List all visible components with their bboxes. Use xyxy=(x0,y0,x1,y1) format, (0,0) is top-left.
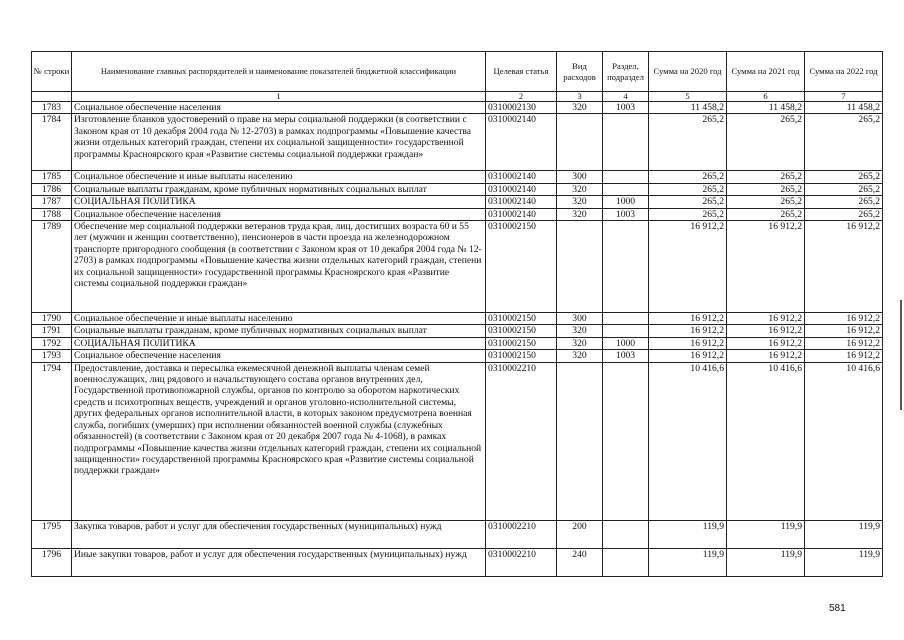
row-name: СОЦИАЛЬНАЯ ПОЛИТИКА xyxy=(72,337,486,349)
table-row xyxy=(32,171,883,183)
row-razdel: 1003 xyxy=(603,102,649,114)
row-number: 1787 xyxy=(32,196,72,208)
row-target-code: 0310002150 xyxy=(486,350,557,362)
row-vid xyxy=(557,221,603,313)
row-target-code: 0310002140 xyxy=(486,196,557,208)
row-sum-2022: 11 458,2 xyxy=(805,102,883,114)
col-num: 1 xyxy=(72,92,486,102)
row-sum-2021: 16 912,2 xyxy=(727,221,805,313)
row-sum-2020: 10 416,6 xyxy=(649,362,727,520)
row-vid: 320 xyxy=(557,337,603,349)
row-target-code: 0310002140 xyxy=(486,114,557,171)
row-razdel xyxy=(603,520,649,548)
row-sum-2020: 16 912,2 xyxy=(649,350,727,362)
col-num xyxy=(32,92,72,102)
row-name: Социальное обеспечение населения xyxy=(72,102,486,114)
row-number: 1783 xyxy=(32,102,72,114)
row-sum-2020: 265,2 xyxy=(649,183,727,195)
row-vid: 300 xyxy=(557,171,603,183)
row-sum-2020: 265,2 xyxy=(649,114,727,171)
row-number: 1790 xyxy=(32,313,72,325)
row-sum-2021: 16 912,2 xyxy=(727,350,805,362)
row-sum-2020: 11 458,2 xyxy=(649,102,727,114)
row-sum-2020: 265,2 xyxy=(649,196,727,208)
row-sum-2021: 119,9 xyxy=(727,548,805,576)
row-sum-2022: 16 912,2 xyxy=(805,350,883,362)
table-row xyxy=(32,313,883,325)
row-number: 1784 xyxy=(32,114,72,171)
row-name: Социальное обеспечение и иные выплаты населению xyxy=(72,171,486,183)
row-razdel xyxy=(603,183,649,195)
row-razdel xyxy=(603,313,649,325)
row-sum-2022: 265,2 xyxy=(805,171,883,183)
row-sum-2022: 265,2 xyxy=(805,196,883,208)
budget-table xyxy=(31,51,883,577)
row-razdel xyxy=(603,325,649,337)
row-target-code: 0310002140 xyxy=(486,183,557,195)
table-row xyxy=(32,325,883,337)
row-number: 1793 xyxy=(32,350,72,362)
row-target-code: 0310002140 xyxy=(486,171,557,183)
header-vid: Вид расходов xyxy=(557,52,603,92)
row-name: Социальное обеспечение и иные выплаты населению xyxy=(72,313,486,325)
row-sum-2020: 265,2 xyxy=(649,171,727,183)
row-sum-2021: 11 458,2 xyxy=(727,102,805,114)
row-sum-2021: 16 912,2 xyxy=(727,313,805,325)
row-vid: 240 xyxy=(557,548,603,576)
row-target-code: 0310002150 xyxy=(486,337,557,349)
row-sum-2021: 16 912,2 xyxy=(727,337,805,349)
row-razdel xyxy=(603,114,649,171)
row-sum-2020: 16 912,2 xyxy=(649,221,727,313)
header-name: Наименование главных распорядителей и наименование показателей бюджетной классификации xyxy=(72,52,486,92)
row-sum-2021: 10 416,6 xyxy=(727,362,805,520)
table-row xyxy=(32,520,883,548)
row-sum-2021: 265,2 xyxy=(727,208,805,220)
row-razdel: 1000 xyxy=(603,337,649,349)
row-name: Закупка товаров, работ и услуг для обеспечения государственных (муниципальных) нужд xyxy=(72,520,486,548)
row-sum-2022: 16 912,2 xyxy=(805,337,883,349)
table-row xyxy=(32,350,883,362)
header-sum-2020: Сумма на 2020 год xyxy=(649,52,727,92)
row-name: Социальные выплаты гражданам, кроме публичных нормативных социальных выплат xyxy=(72,183,486,195)
row-target-code: 0310002150 xyxy=(486,313,557,325)
header-row-no: № строки xyxy=(32,52,72,92)
header-target: Целевая статья xyxy=(486,52,557,92)
row-sum-2021: 119,9 xyxy=(727,520,805,548)
row-sum-2021: 265,2 xyxy=(727,183,805,195)
row-number: 1794 xyxy=(32,362,72,520)
row-vid: 320 xyxy=(557,350,603,362)
row-sum-2021: 16 912,2 xyxy=(727,325,805,337)
row-sum-2021: 265,2 xyxy=(727,114,805,171)
row-razdel xyxy=(603,221,649,313)
row-sum-2022: 16 912,2 xyxy=(805,313,883,325)
row-vid: 320 xyxy=(557,196,603,208)
row-sum-2022: 119,9 xyxy=(805,548,883,576)
table-row xyxy=(32,548,883,576)
row-vid: 300 xyxy=(557,313,603,325)
table-row xyxy=(32,208,883,220)
row-razdel xyxy=(603,548,649,576)
row-target-code: 0310002150 xyxy=(486,221,557,313)
row-name: Социальное обеспечение населения xyxy=(72,350,486,362)
table-row xyxy=(32,183,883,195)
table-row xyxy=(32,196,883,208)
row-sum-2022: 10 416,6 xyxy=(805,362,883,520)
table-body xyxy=(32,102,883,577)
row-razdel xyxy=(603,362,649,520)
row-sum-2020: 119,9 xyxy=(649,548,727,576)
row-target-code: 0310002210 xyxy=(486,520,557,548)
row-sum-2020: 265,2 xyxy=(649,208,727,220)
row-vid: 320 xyxy=(557,208,603,220)
row-vid xyxy=(557,362,603,520)
col-num: 2 xyxy=(486,92,557,102)
row-number: 1791 xyxy=(32,325,72,337)
row-number: 1796 xyxy=(32,548,72,576)
row-name: Предоставление, доставка и пересылка ежемесячной денежной выплаты членам семей военнослужащих, лиц рядового и начальствующего состава органов внутренних дел, Государственной противопожарной службы, органов по контролю за оборотом наркотических средств и психотропных веществ, учреждений и органов уголовно-исполнительной системы, других федеральных органов исполнительной власти, в которых законом предусмотрена военная служба, погибших (умерших) при исполнении обязанностей военной службы (служебных обязанностей) (в соответствии с Законом края от 20 декабря 2007 года № 4-1068), в рамках подпрограммы «Повышение качества жизни отдельных категорий граждан, степени их социальной защищенности» государственной программы Красноярского края «Развитие системы социальной поддержки граждан» xyxy=(72,362,486,520)
col-num: 3 xyxy=(557,92,603,102)
row-target-code: 0310002210 xyxy=(486,548,557,576)
row-sum-2020: 16 912,2 xyxy=(649,325,727,337)
row-name: Социальное обеспечение населения xyxy=(72,208,486,220)
row-sum-2022: 16 912,2 xyxy=(805,325,883,337)
row-sum-2021: 265,2 xyxy=(727,171,805,183)
col-num: 6 xyxy=(727,92,805,102)
row-name: Изготовление бланков удостоверений о праве на меры социальной поддержки (в соответствии с Законом края от 10 декабря 2004 года № 12-2703) в рамках подпрограммы «Повышение качества жизни отдельных категорий граждан, степени их социальной защищенности» государственной программы Красноярского края «Развитие системы социальной поддержки граждан» xyxy=(72,114,486,171)
table-row xyxy=(32,102,883,114)
table-row xyxy=(32,221,883,313)
row-number: 1792 xyxy=(32,337,72,349)
row-name: Иные закупки товаров, работ и услуг для обеспечения государственных (муниципальных) нужд xyxy=(72,548,486,576)
row-number: 1788 xyxy=(32,208,72,220)
col-num: 7 xyxy=(805,92,883,102)
table-header xyxy=(32,52,883,102)
row-sum-2022: 119,9 xyxy=(805,520,883,548)
row-number: 1795 xyxy=(32,520,72,548)
row-sum-2022: 265,2 xyxy=(805,183,883,195)
table-row xyxy=(32,114,883,171)
row-sum-2020: 16 912,2 xyxy=(649,313,727,325)
header-sum-2022: Сумма на 2022 год xyxy=(805,52,883,92)
page-number: 581 xyxy=(829,603,846,614)
row-target-code: 0310002140 xyxy=(486,208,557,220)
row-razdel xyxy=(603,171,649,183)
row-vid: 200 xyxy=(557,520,603,548)
scan-edge-mark xyxy=(900,300,902,410)
table-row xyxy=(32,362,883,520)
header-sum-2021: Сумма на 2021 год xyxy=(727,52,805,92)
row-razdel: 1003 xyxy=(603,208,649,220)
col-num: 4 xyxy=(603,92,649,102)
row-number: 1786 xyxy=(32,183,72,195)
row-sum-2022: 265,2 xyxy=(805,114,883,171)
row-vid: 320 xyxy=(557,183,603,195)
table-row xyxy=(32,337,883,349)
row-number: 1789 xyxy=(32,221,72,313)
row-razdel: 1003 xyxy=(603,350,649,362)
row-number: 1785 xyxy=(32,171,72,183)
header-razdel: Раздел, подраздел xyxy=(603,52,649,92)
col-num: 5 xyxy=(649,92,727,102)
row-name: Обеспечение мер социальной поддержки ветеранов труда края, лиц, достигших возраста 60 и 55 лет (мужчин и женщин соответственно), пенсионеров в части проезда на железнодорожном транспорте пригородного сообщения (в соответствии с Законом края от 10 декабря 2004 года № 12-2703) в рамках подпрограммы «Повышение качества жизни отдельных категорий граждан, степени их социальной защищенности» государственной программы Красноярского края «Развитие системы социальной поддержки граждан» xyxy=(72,221,486,313)
row-vid xyxy=(557,114,603,171)
row-sum-2022: 16 912,2 xyxy=(805,221,883,313)
row-razdel: 1000 xyxy=(603,196,649,208)
row-vid: 320 xyxy=(557,102,603,114)
row-sum-2022: 265,2 xyxy=(805,208,883,220)
row-name: Социальные выплаты гражданам, кроме публичных нормативных социальных выплат xyxy=(72,325,486,337)
column-number-row xyxy=(32,92,883,102)
row-target-code: 0310002150 xyxy=(486,325,557,337)
row-target-code: 0310002130 xyxy=(486,102,557,114)
row-sum-2020: 16 912,2 xyxy=(649,337,727,349)
row-sum-2021: 265,2 xyxy=(727,196,805,208)
row-target-code: 0310002210 xyxy=(486,362,557,520)
row-sum-2020: 119,9 xyxy=(649,520,727,548)
row-name: СОЦИАЛЬНАЯ ПОЛИТИКА xyxy=(72,196,486,208)
row-vid: 320 xyxy=(557,325,603,337)
